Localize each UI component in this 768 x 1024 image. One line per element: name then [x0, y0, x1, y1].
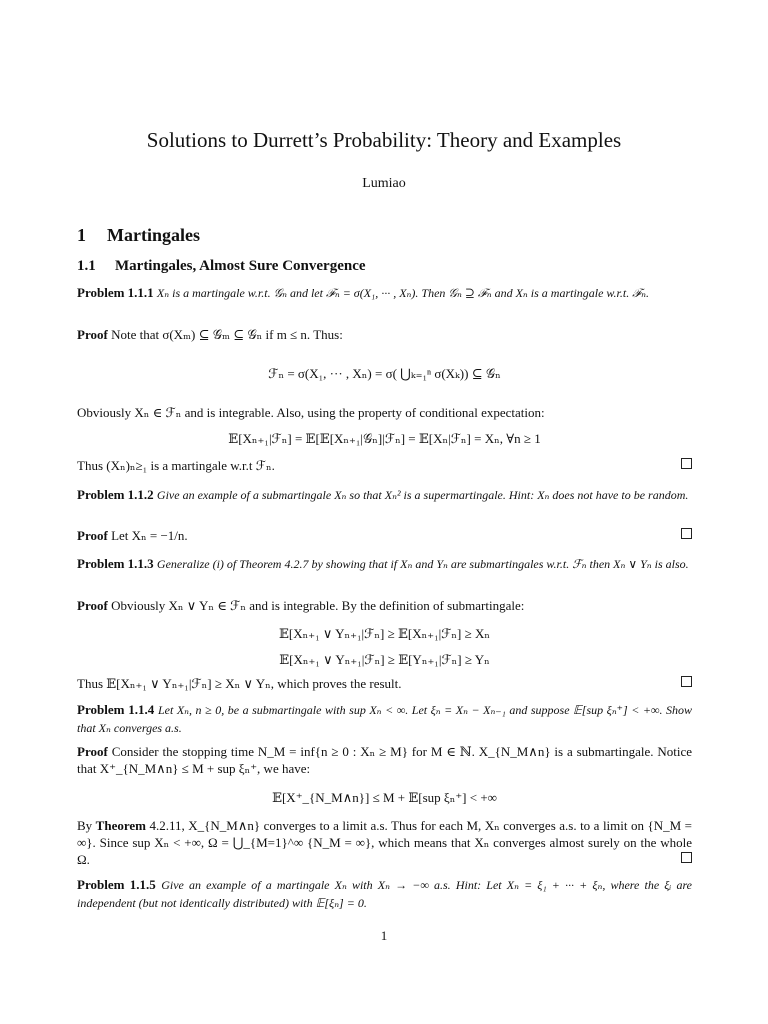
- problem-label: Problem 1.1.2: [77, 487, 154, 502]
- section-heading: [77, 225, 200, 246]
- qed-square-icon: [681, 852, 692, 863]
- proof-paragraph: Obviously Xₙ ∈ ℱₙ and is integrable. Also, using the property of conditional expectation:: [77, 405, 545, 420]
- subsection-number: 1.1: [77, 258, 96, 274]
- equation: 𝔼[Xₙ₊₁|ℱₙ] = 𝔼[𝔼[Xₙ₊₁|𝒢ₙ]|ℱₙ] = 𝔼[Xₙ|ℱₙ] = Xₙ, ∀n ≥ 1: [228, 431, 541, 446]
- problem-label: Problem 1.1.3: [77, 556, 154, 571]
- problem-text: Generalize (i) of Theorem 4.2.7 by showing that if Xₙ and Yₙ are submartingales w.r.t. ℱₙ then Xₙ ∨ Yₙ is also.: [156, 557, 689, 571]
- proof-paragraph: Thus (Xₙ)ₙ≥₁ is a martingale w.r.t ℱₙ.: [77, 458, 275, 473]
- section-number: 1: [77, 225, 86, 245]
- subsection-title: Martingales, Almost Sure Convergence: [115, 258, 366, 274]
- problem-text: Give an example of a submartingale Xₙ so that Xₙ² is a supermartingale. Hint: Xₙ does not have to be random.: [156, 488, 689, 502]
- qed-square-icon: [681, 676, 692, 687]
- proof-paragraph: [77, 743, 692, 777]
- equation: 𝔼[Xₙ₊₁ ∨ Yₙ₊₁|ℱₙ] ≥ 𝔼[Yₙ₊₁|ℱₙ] ≥ Yₙ: [279, 652, 490, 667]
- proof-text: Let Xₙ = −1/n.: [111, 528, 188, 543]
- proof-paragraph: [77, 597, 692, 614]
- problem-text: Let Xₙ, n ≥ 0, be a submartingale with sup Xₙ < ∞. Let ξₙ = Xₙ − Xₙ₋₁ and suppose 𝔼[sup ξₙ⁺] < +∞. Show that Xₙ converges a.s.: [77, 703, 693, 735]
- proof-text: By: [77, 818, 96, 833]
- qed-square-icon: [681, 458, 692, 469]
- section-title: Martingales: [107, 225, 200, 245]
- problem-statement: [77, 555, 692, 573]
- qed-mark: [681, 675, 692, 691]
- qed-mark: [681, 457, 692, 473]
- proof-label: Proof: [77, 528, 108, 543]
- page-number: 1: [380, 928, 388, 943]
- proof-text: 4.2.11, X_{N_M∧n} converges to a limit a.s. Thus for each M, Xₙ converges a.s. to a limit on {N_M = ∞}. Since sup Xₙ < +∞, Ω = ⋃_{M=1}^∞ {N_M = ∞}, which means that Xₙ converges almost surely on the whole Ω.: [77, 818, 693, 867]
- subsection-heading: [77, 258, 366, 275]
- problem-statement: [77, 876, 692, 912]
- problem-statement: [77, 284, 692, 302]
- problem-label: Problem 1.1.1: [77, 285, 154, 300]
- problem-label: Problem 1.1.4: [77, 702, 155, 717]
- proof-label: Proof: [77, 598, 108, 613]
- proof-text: Consider the stopping time N_M = inf{n ≥ 0 : Xₙ ≥ M} for M ∈ ℕ. X_{N_M∧n} is a submartingale. Notice that X⁺_{N_M∧n} ≤ M + sup ξₙ⁺, we have:: [77, 744, 693, 776]
- proof-label: Proof: [77, 744, 108, 759]
- proof-text: Obviously Xₙ ∨ Yₙ ∈ ℱₙ and is integrable. By the definition of submartingale:: [111, 598, 525, 613]
- equation: 𝔼[Xₙ₊₁ ∨ Yₙ₊₁|ℱₙ] ≥ 𝔼[Xₙ₊₁|ℱₙ] ≥ Xₙ: [278, 626, 491, 641]
- problem-statement: [77, 486, 692, 504]
- problem-text: Give an example of a martingale Xₙ with Xₙ → −∞ a.s. Hint: Let Xₙ = ξ₁ + ··· + ξₙ, where the ξᵢ are independent (but not identically distributed) with 𝔼[ξₙ] = 0.: [77, 878, 693, 910]
- proof-paragraph: [77, 817, 692, 868]
- proof-label: Proof: [77, 327, 108, 342]
- proof-paragraph: Thus 𝔼[Xₙ₊₁ ∨ Yₙ₊₁|ℱₙ] ≥ Xₙ ∨ Yₙ, which proves the result.: [77, 676, 402, 691]
- document-title: Solutions to Durrett’s Probability: Theory and Examples: [146, 128, 622, 152]
- document-author: Lumiao: [362, 176, 406, 191]
- equation: ℱₙ = σ(X₁, ··· , Xₙ) = σ( ⋃ₖ₌₁ⁿ σ(Xₖ)) ⊆ 𝒢ₙ: [268, 366, 501, 381]
- qed-mark: [681, 527, 692, 543]
- qed-mark: [681, 851, 692, 867]
- theorem-label: Theorem: [95, 818, 146, 833]
- proof-text: Note that σ(Xₘ) ⊆ 𝒢ₘ ⊆ 𝒢ₙ if m ≤ n. Thus:: [111, 327, 343, 342]
- equation: 𝔼[X⁺_{N_M∧n}] ≤ M + 𝔼[sup ξₙ⁺] < +∞: [272, 790, 497, 805]
- qed-square-icon: [681, 528, 692, 539]
- proof-paragraph: [77, 326, 692, 343]
- problem-label: Problem 1.1.5: [77, 877, 156, 892]
- problem-statement: [77, 701, 692, 737]
- proof-paragraph: [77, 527, 692, 544]
- problem-text: Xₙ is a martingale w.r.t. 𝒢ₙ and let ℱₙ = σ(X₁, ··· , Xₙ). Then 𝒢ₙ ⊇ ℱₙ and Xₙ is a martingale w.r.t. ℱₙ.: [156, 286, 649, 300]
